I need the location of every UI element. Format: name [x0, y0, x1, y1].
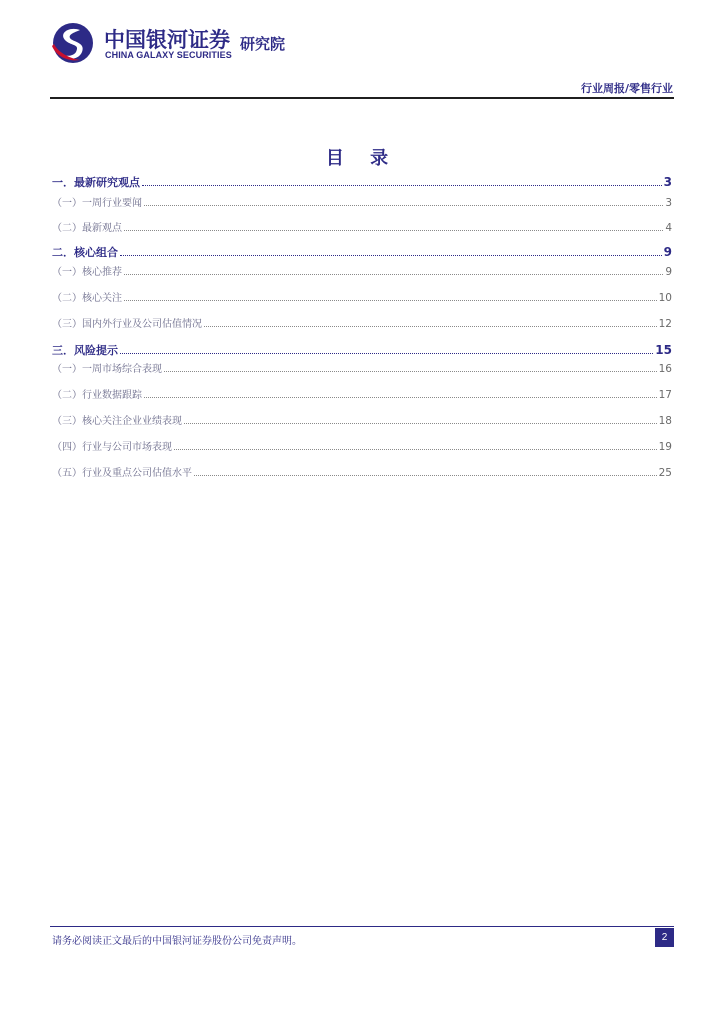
toc-leader-dots — [184, 413, 657, 424]
toc-entry-label: （三）核心关注企业业绩表现 — [52, 416, 182, 427]
toc-entry-page: 25 — [658, 467, 672, 479]
toc-leader-dots — [144, 387, 657, 398]
toc-entry-label: （二）最新观点 — [52, 223, 122, 234]
toc-title: 目 录 — [325, 148, 399, 169]
toc-entry-page: 4 — [665, 222, 672, 234]
toc-entry-page: 16 — [658, 363, 672, 375]
toc-entry-page: 12 — [658, 318, 672, 330]
toc-entry-page: 3 — [665, 197, 672, 209]
brand-name-en: CHINA GALAXY SECURITIES — [105, 50, 232, 60]
brand-name-cn: 中国银河证券 — [104, 28, 230, 52]
toc-entry-label: （二）行业数据跟踪 — [52, 390, 142, 401]
toc-leader-dots — [124, 220, 663, 231]
toc-subsection-entry[interactable] — [52, 219, 672, 235]
toc-entry-label: （三）国内外行业及公司估值情况 — [52, 319, 202, 330]
toc-leader-dots — [142, 175, 662, 186]
toc-leader-dots — [124, 290, 657, 301]
toc-subsection-entry[interactable] — [52, 386, 672, 402]
toc-entry-page: 18 — [658, 415, 672, 427]
toc-subsection-entry[interactable] — [52, 464, 672, 480]
footer-disclaimer: 请务必阅读正文最后的中国银河证券股份公司免责声明。 — [52, 936, 302, 947]
toc-entry-page: 17 — [658, 389, 672, 401]
institute-label: 研究院 — [240, 35, 286, 53]
toc-section-entry[interactable] — [52, 342, 672, 358]
toc-leader-dots — [174, 439, 657, 450]
toc-subsection-entry[interactable] — [52, 412, 672, 428]
footer-divider — [50, 926, 674, 927]
toc-entry-label: （一）一周行业要闻 — [52, 198, 142, 209]
toc-subsection-entry[interactable] — [52, 438, 672, 454]
toc-subsection-entry[interactable] — [52, 289, 672, 305]
toc-entry-label: 一．最新研究观点 — [52, 176, 140, 189]
toc-entry-page: 9 — [663, 245, 672, 259]
toc-entry-label: （二）核心关注 — [52, 293, 122, 304]
page-number: 2 — [655, 928, 674, 947]
toc-subsection-entry[interactable] — [52, 360, 672, 376]
toc-entry-page: 9 — [665, 266, 672, 278]
toc-leader-dots — [194, 465, 657, 476]
toc-leader-dots — [120, 343, 653, 354]
toc-entry-page: 15 — [655, 343, 672, 357]
toc-subsection-entry[interactable] — [52, 315, 672, 331]
report-type: 行业周报/零售行业 — [580, 82, 673, 95]
toc-subsection-entry[interactable] — [52, 263, 672, 279]
toc-entry-label: （一）一周市场综合表现 — [52, 364, 162, 375]
toc-entry-page: 19 — [658, 441, 672, 453]
toc-leader-dots — [120, 245, 662, 256]
toc-section-entry[interactable] — [52, 244, 672, 260]
toc-section-entry[interactable] — [52, 174, 672, 190]
galaxy-logo-icon — [50, 22, 96, 64]
toc-entry-label: （五）行业及重点公司估值水平 — [52, 468, 192, 479]
toc-leader-dots — [204, 316, 657, 327]
toc-entry-label: （一）核心推荐 — [52, 267, 122, 278]
toc-leader-dots — [164, 361, 657, 372]
toc-entry-label: 二．核心组合 — [52, 246, 118, 259]
toc-leader-dots — [144, 195, 663, 206]
toc-entry-page: 3 — [663, 175, 672, 189]
toc-subsection-entry[interactable] — [52, 194, 672, 210]
toc-entry-label: （四）行业与公司市场表现 — [52, 442, 172, 453]
toc-entry-label: 三．风险提示 — [52, 344, 118, 357]
header-divider — [50, 97, 674, 99]
toc-leader-dots — [124, 264, 663, 275]
toc-entry-page: 10 — [658, 292, 672, 304]
